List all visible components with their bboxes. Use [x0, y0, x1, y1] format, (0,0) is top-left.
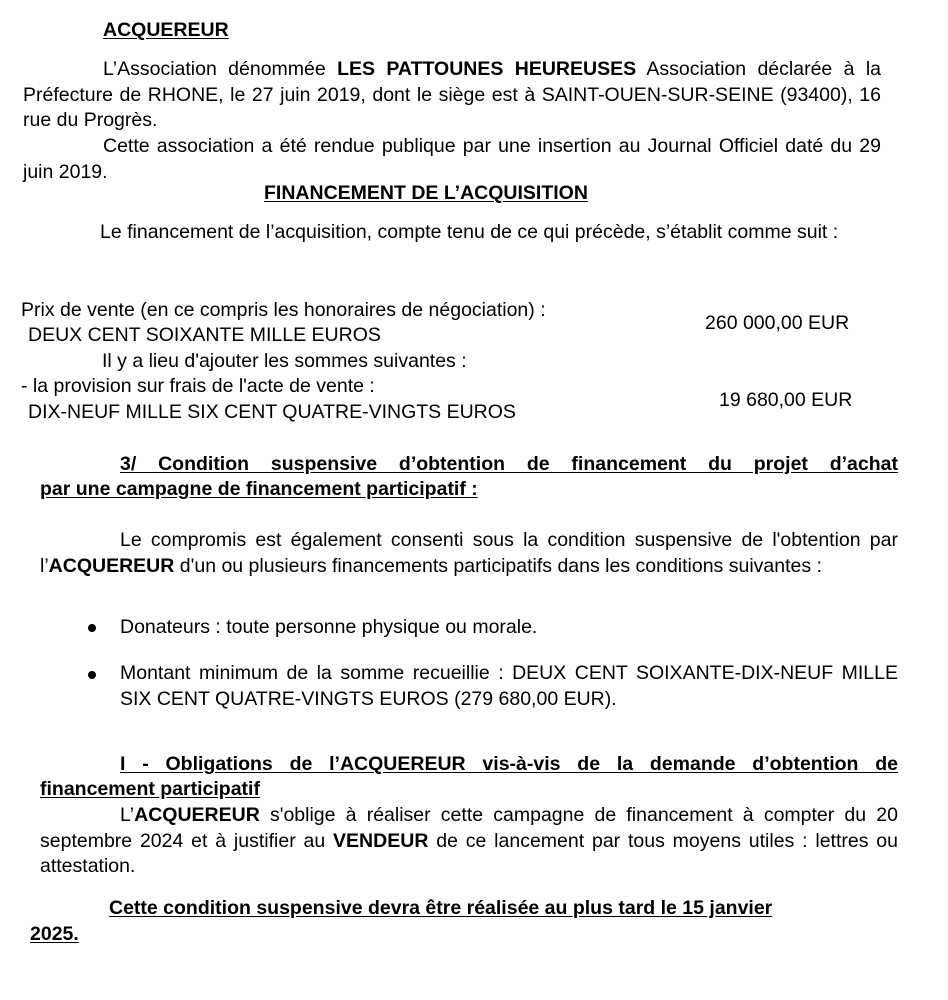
heading-acquereur: ACQUEREUR [103, 19, 229, 41]
provision-amount: 19 680,00 EUR [719, 389, 853, 411]
heading-obligations-line2: financement participatif [40, 778, 260, 800]
bullet-donateurs: Donateurs : toute personne physique ou morale. [120, 616, 538, 638]
obligations-text-start: L’ [120, 804, 135, 826]
paragraph-association [23, 57, 881, 134]
condition-text-start: Le compromis est également consenti sous la condition suspensive de l'obtention par l’ [40, 529, 898, 577]
obligations-text-end: de ce lancement par tous moyens utiles : lettres ou attestation. [40, 829, 898, 877]
obligations-vendeur: VENDEUR [333, 829, 429, 852]
association-details: Association déclarée à la Préfecture de RHONE, le 27 juin 2019, dont le siège est à SAINT-OUEN-SUR-SEINE (93400), 16 rue du Progrès. [23, 58, 881, 131]
provision-words: DIX-NEUF MILLE SIX CENT QUATRE-VINGTS EUROS [28, 401, 516, 423]
condition-text-end: d'un ou plusieurs financements participatifs dans les conditions suivantes : [174, 554, 822, 577]
paragraph-obligations [40, 803, 898, 880]
price-label: Prix de vente (en ce compris les honoraires de négociation) : [21, 299, 546, 321]
bullet-dot-montant [88, 671, 96, 679]
price-words: DEUX CENT SOIXANTE MILLE EUROS [28, 324, 381, 346]
heading-condition-line1: 3/ Condition suspensive d’obtention de financement du projet d’achat [120, 453, 898, 475]
bullet-montant: Montant minimum de la somme recueillie : DEUX CENT SOIXANTE-DIX-NEUF MILLE SIX CENT QUATRE-VINGTS EUROS (279 680,00 EUR). [120, 662, 898, 710]
paragraph-journal-officiel: Cette association a été rendue publique par une insertion au Journal Officiel daté du 29 juin 2019. [23, 135, 881, 183]
association-name: LES PATTOUNES HEUREUSES [337, 58, 637, 80]
condition-acquereur: ACQUEREUR [48, 554, 175, 577]
heading-obligations-line1: I - Obligations de l’ACQUEREUR vis-à-vis de la demande d’obtention de [120, 753, 898, 775]
paragraph-condition [40, 528, 898, 579]
bullet-dot-donateurs [88, 624, 96, 632]
association-intro: L’Association dénommée [103, 58, 338, 80]
additional-sums-intro: Il y a lieu d'ajouter les sommes suivantes : [102, 350, 467, 372]
provision-label: - la provision sur frais de l'acte de vente : [21, 375, 375, 397]
deadline-line2: 2025. [30, 923, 79, 945]
obligations-text-middle: s'oblige à réaliser cette campagne de financement à compter du 20 septembre 2024 et à justifier au [40, 804, 898, 852]
price-amount: 260 000,00 EUR [705, 312, 850, 334]
heading-financement: FINANCEMENT DE L’ACQUISITION [264, 182, 588, 204]
heading-condition-line2: par une campagne de financement participatif : [40, 478, 478, 500]
obligations-acquereur: ACQUEREUR [134, 804, 260, 826]
deadline-line1: Cette condition suspensive devra être réalisée au plus tard le 15 janvier [109, 897, 773, 919]
paragraph-financement-intro: Le financement de l’acquisition, compte tenu de ce qui précède, s’établit comme suit : [100, 221, 839, 243]
